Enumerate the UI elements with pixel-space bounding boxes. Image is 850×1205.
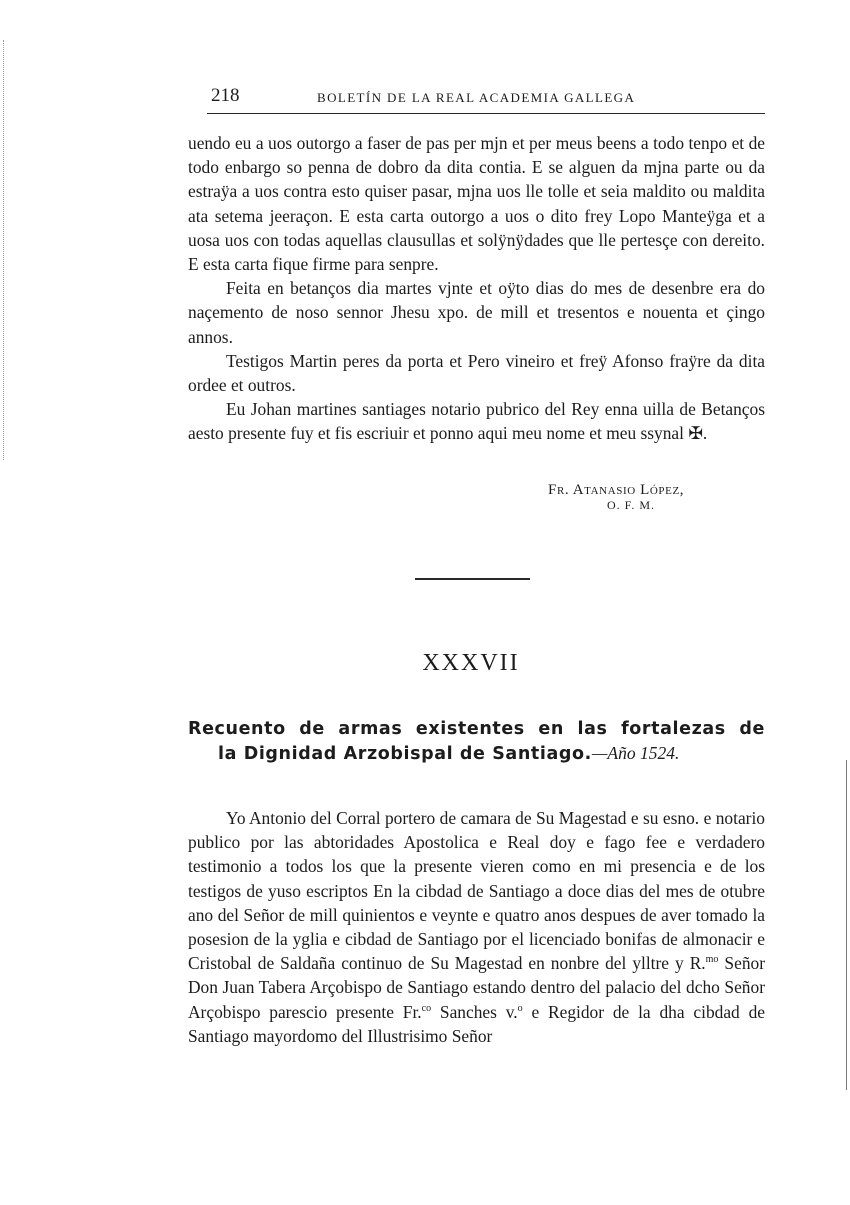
section2-text-c: Sanches v. bbox=[431, 1001, 518, 1022]
running-title: BOLETÍN DE LA REAL ACADEMIA GALLEGA bbox=[317, 90, 636, 105]
document-title bbox=[188, 717, 765, 766]
page-number: 218 bbox=[211, 85, 240, 106]
document-title-year: —Año 1524. bbox=[591, 743, 680, 763]
signature-order: O. F. M. bbox=[607, 498, 656, 512]
section2-text-a: Yo Antonio del Corral portero de camara de Su Magestad e su esno. e notario publico por las abtoridades Apostolica e Real doy e fago fee e verdadero testimonio a todos los que la presente vieren como en mi presencia e de los testigos de yuso escriptos En la cibdad de Santiago a doce dias del mes de otubre ano del Señor de mill quinientos e veynte e quatro anos despues de aver tomado la posesion de la yglia e cibdad de Santiago por el licenciado bonifas de almonacir e Cristobal de Saldaña continuo de Su Magestad en nonbre del ylltre y R. bbox=[188, 808, 765, 974]
page-header bbox=[207, 85, 765, 114]
section1-text bbox=[188, 131, 765, 446]
section-numeral: XXXVII bbox=[422, 650, 520, 676]
section2-text bbox=[188, 806, 765, 1048]
document-title-line2 bbox=[188, 741, 765, 766]
document-title-line1: Recuento de armas existentes en las fortalezas de bbox=[188, 719, 765, 739]
superscript-co: co bbox=[421, 1002, 432, 1014]
superscript-o: o bbox=[517, 1002, 523, 1014]
signature-name: Fr. Atanasio López, bbox=[548, 482, 685, 498]
section1-paragraph1: uendo eu a uos outorgo a faser de pas per mjn et per meus beens a todo tenpo et de todo enbargo so penna de dobro da dita contia. E se alguen da mjna parte ou da estraÿa a uos contra esto quiser pasar, mjna uos lle tolle et seia maldito ou maldita ata setema jeeraçon. E esta carta outorgo a uos o dito frey Lopo Manteÿga et a uosa uos con todas aquellas clausullas et solÿnÿdades que lle pertesçe con dereito. E esta carta fique firme para senpre. bbox=[188, 133, 765, 275]
section2-text-b: Señor Don Juan Tabera Arçobispo de Santiago estando dentro del palacio del dcho Señor Arçobispo parescio presente Fr. bbox=[188, 953, 765, 1022]
superscript-mo: mo bbox=[705, 954, 719, 966]
section1-paragraph2: Feita en betanços dia martes vjnte et oÿto dias do mes de desenbre era do naçemento de noso sennor Jhesu xpo. de mill et tresentos e nouenta et çingo annos. bbox=[188, 278, 765, 347]
section2-text-d: e Regidor de la dha cibdad de Santiago mayordomo del Illustrisimo Señor bbox=[188, 1001, 765, 1046]
section2-paragraph bbox=[188, 806, 765, 1048]
document-title-text: la Dignidad Arzobispal de Santiago. bbox=[218, 744, 592, 764]
section1-paragraph4: Eu Johan martines santiages notario pubrico del Rey enna uilla de Betanços aesto presente fuy et fis escriuir et ponno aqui meu nome et meu ssynal ✠. bbox=[188, 399, 765, 444]
scan-edge-right bbox=[846, 760, 847, 1090]
section-divider bbox=[415, 578, 530, 580]
scan-edge-left bbox=[3, 40, 6, 460]
section1-paragraph3: Testigos Martin peres da porta et Pero vineiro et freÿ Afonso fraÿre da dita ordee et outros. bbox=[188, 350, 765, 396]
